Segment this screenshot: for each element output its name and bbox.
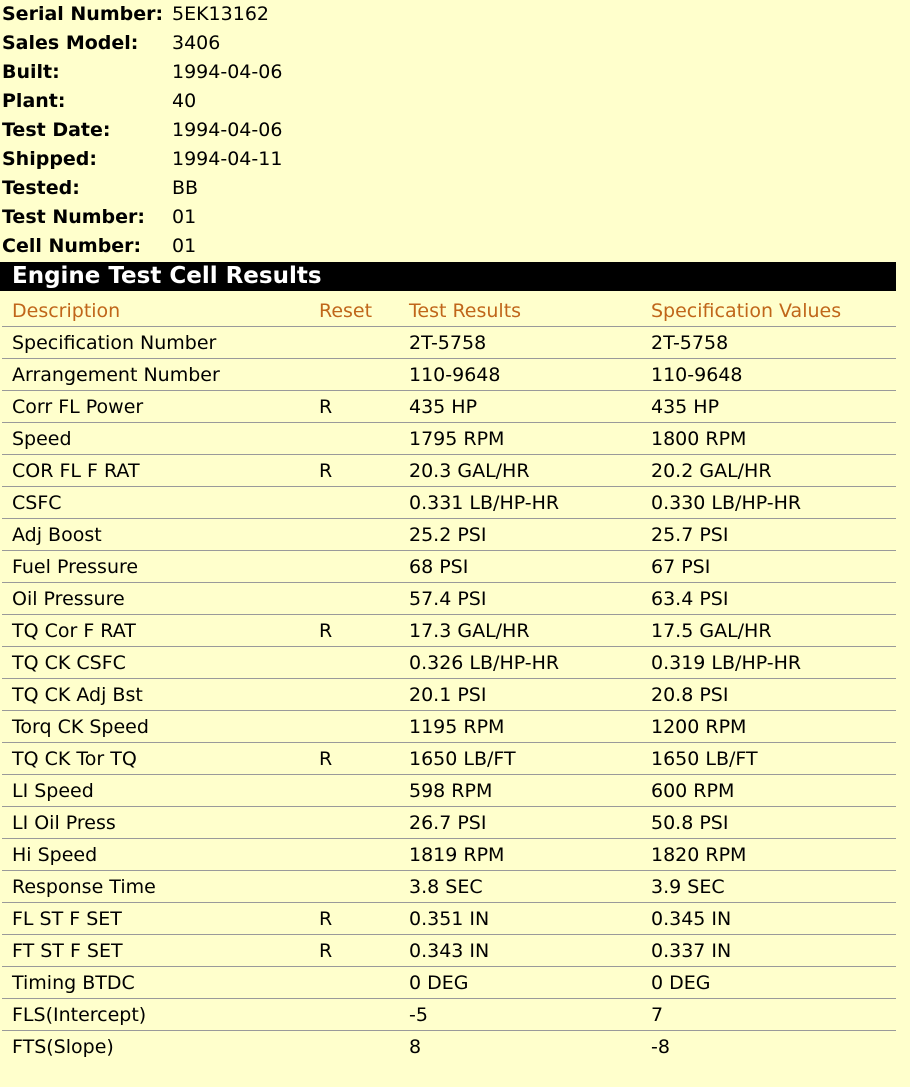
cell-test-result: 25.2 PSI bbox=[399, 519, 641, 551]
cell-reset bbox=[309, 711, 399, 743]
info-value: 1994-04-11 bbox=[172, 148, 283, 170]
cell-reset bbox=[309, 679, 399, 711]
cell-test-result: 3.8 SEC bbox=[399, 871, 641, 903]
cell-spec-value: 1200 RPM bbox=[641, 711, 896, 743]
cell-spec-value: 0 DEG bbox=[641, 967, 896, 999]
cell-description: TQ CK Adj Bst bbox=[2, 679, 309, 711]
cell-description: Fuel Pressure bbox=[2, 551, 309, 583]
table-row bbox=[2, 711, 896, 743]
header-specification-values: Specification Values bbox=[641, 295, 896, 327]
cell-reset bbox=[309, 359, 399, 391]
cell-spec-value: -8 bbox=[651, 1035, 670, 1058]
cell-test-result: 0.326 LB/HP-HR bbox=[399, 647, 641, 679]
table-body bbox=[2, 327, 896, 1063]
cell-test-result: 435 HP bbox=[399, 391, 641, 423]
cell-test-result: 1819 RPM bbox=[399, 839, 641, 871]
info-label: Built: bbox=[2, 61, 60, 83]
cell-spec-value: 435 HP bbox=[641, 391, 896, 423]
cell-spec-value: 0.337 IN bbox=[641, 935, 896, 967]
cell-reset: R bbox=[309, 743, 399, 775]
cell-test-result: 1195 RPM bbox=[399, 711, 641, 743]
cell-description: LI Oil Press bbox=[2, 807, 309, 839]
info-row-cell-number bbox=[2, 232, 197, 261]
table-row bbox=[2, 807, 896, 839]
table-row bbox=[2, 615, 896, 647]
table-row bbox=[2, 583, 896, 615]
info-label: Tested: bbox=[2, 177, 80, 199]
info-row-sales-model bbox=[2, 29, 221, 58]
info-row-test-number bbox=[2, 203, 197, 232]
cell-test-result: 110-9648 bbox=[399, 359, 641, 391]
cell-spec-value: 0.345 IN bbox=[641, 903, 896, 935]
table-row bbox=[2, 903, 896, 935]
cell-reset bbox=[309, 487, 399, 519]
info-value: 5EK13162 bbox=[172, 3, 269, 25]
cell-reset bbox=[309, 423, 399, 455]
engine-info-block bbox=[2, 0, 283, 261]
info-row-test-date bbox=[2, 116, 283, 145]
cell-test-result: 0.343 IN bbox=[399, 935, 641, 967]
cell-spec-value: 1820 RPM bbox=[641, 839, 896, 871]
table-row bbox=[2, 999, 896, 1031]
cell-test-result: 8 bbox=[409, 1035, 422, 1058]
cell-description: Speed bbox=[2, 423, 309, 455]
info-label: Cell Number: bbox=[2, 235, 142, 257]
info-row-plant bbox=[2, 87, 197, 116]
cell-test-result: 26.7 PSI bbox=[399, 807, 641, 839]
table-row bbox=[2, 551, 896, 583]
table-row bbox=[2, 1031, 896, 1063]
info-label: Test Date: bbox=[2, 119, 111, 141]
cell-description: Response Time bbox=[2, 871, 309, 903]
cell-reset bbox=[309, 1031, 399, 1063]
cell-reset: R bbox=[309, 455, 399, 487]
cell-description: Specification Number bbox=[2, 327, 309, 359]
cell-spec-value: 1650 LB/FT bbox=[641, 743, 896, 775]
info-label: Shipped: bbox=[2, 148, 98, 170]
cell-description: Torq CK Speed bbox=[2, 711, 309, 743]
info-value: 1994-04-06 bbox=[172, 119, 283, 141]
cell-description: TQ CK CSFC bbox=[2, 647, 309, 679]
cell-spec-value: 67 PSI bbox=[641, 551, 896, 583]
header-test-results: Test Results bbox=[399, 295, 641, 327]
cell-description: TQ CK Tor TQ bbox=[2, 743, 309, 775]
info-label: Test Number: bbox=[2, 206, 146, 228]
table-row bbox=[2, 519, 896, 551]
cell-spec-value: 3.9 SEC bbox=[641, 871, 896, 903]
cell-spec-value: 50.8 PSI bbox=[641, 807, 896, 839]
cell-description: Corr FL Power bbox=[2, 391, 309, 423]
table-row bbox=[2, 455, 896, 487]
table-row bbox=[2, 775, 896, 807]
info-value: 01 bbox=[172, 206, 197, 228]
cell-spec-value: 25.7 PSI bbox=[641, 519, 896, 551]
cell-test-result: 598 RPM bbox=[399, 775, 641, 807]
cell-description: TQ Cor F RAT bbox=[2, 615, 309, 647]
cell-spec-value: 20.8 PSI bbox=[641, 679, 896, 711]
info-value: 3406 bbox=[172, 32, 221, 54]
cell-test-result: 2T-5758 bbox=[399, 327, 641, 359]
cell-description: FL ST F SET bbox=[2, 903, 309, 935]
cell-spec-value: 2T-5758 bbox=[641, 327, 896, 359]
cell-description: COR FL F RAT bbox=[2, 455, 309, 487]
cell-description: LI Speed bbox=[2, 775, 309, 807]
cell-reset bbox=[309, 807, 399, 839]
cell-test-result: 0.351 IN bbox=[399, 903, 641, 935]
cell-spec-value: 20.2 GAL/HR bbox=[641, 455, 896, 487]
table-row bbox=[2, 679, 896, 711]
cell-spec-value: 17.5 GAL/HR bbox=[641, 615, 896, 647]
cell-test-result: 1795 RPM bbox=[399, 423, 641, 455]
cell-test-result: 20.1 PSI bbox=[399, 679, 641, 711]
cell-reset: R bbox=[309, 935, 399, 967]
info-row-tested bbox=[2, 174, 199, 203]
cell-reset bbox=[309, 647, 399, 679]
cell-description: CSFC bbox=[2, 487, 309, 519]
cell-test-result: 68 PSI bbox=[399, 551, 641, 583]
cell-test-result: 1650 LB/FT bbox=[399, 743, 641, 775]
info-value: 01 bbox=[172, 235, 197, 257]
cell-reset bbox=[309, 519, 399, 551]
table-row bbox=[2, 871, 896, 903]
cell-description: FTS(Slope) bbox=[12, 1035, 114, 1058]
cell-description: Oil Pressure bbox=[2, 583, 309, 615]
cell-description: FT ST F SET bbox=[2, 935, 309, 967]
info-label: Plant: bbox=[2, 90, 66, 112]
cell-reset: R bbox=[309, 903, 399, 935]
cell-reset bbox=[309, 775, 399, 807]
cell-spec-value: 1800 RPM bbox=[641, 423, 896, 455]
cell-description: Hi Speed bbox=[2, 839, 309, 871]
table-row bbox=[2, 359, 896, 391]
cell-spec-value: 0.330 LB/HP-HR bbox=[641, 487, 896, 519]
cell-reset: R bbox=[309, 615, 399, 647]
table-row bbox=[2, 935, 896, 967]
cell-test-result: 57.4 PSI bbox=[399, 583, 641, 615]
table-header-row bbox=[2, 295, 896, 327]
cell-reset bbox=[309, 327, 399, 359]
table-row bbox=[2, 327, 896, 359]
header-reset: Reset bbox=[309, 295, 399, 327]
cell-spec-value: 63.4 PSI bbox=[641, 583, 896, 615]
info-value: BB bbox=[172, 177, 199, 199]
table-row bbox=[2, 839, 896, 871]
info-row-shipped bbox=[2, 145, 283, 174]
cell-description: FLS(Intercept) bbox=[2, 999, 309, 1031]
cell-description: Timing BTDC bbox=[2, 967, 309, 999]
cell-spec-value: 0.319 LB/HP-HR bbox=[641, 647, 896, 679]
cell-description: Arrangement Number bbox=[2, 359, 309, 391]
cell-reset: R bbox=[309, 391, 399, 423]
cell-description: Adj Boost bbox=[2, 519, 309, 551]
info-label: Sales Model: bbox=[2, 32, 139, 54]
info-label: Serial Number: bbox=[2, 3, 164, 25]
table-row bbox=[2, 487, 896, 519]
cell-reset bbox=[309, 871, 399, 903]
header-description: Description bbox=[2, 295, 309, 327]
info-row-serial-number bbox=[2, 0, 269, 29]
cell-reset bbox=[309, 967, 399, 999]
cell-spec-value: 7 bbox=[641, 999, 896, 1031]
cell-test-result: 20.3 GAL/HR bbox=[399, 455, 641, 487]
cell-test-result: -5 bbox=[399, 999, 641, 1031]
table-row bbox=[2, 967, 896, 999]
cell-reset bbox=[309, 999, 399, 1031]
cell-test-result: 0 DEG bbox=[399, 967, 641, 999]
table-row bbox=[2, 743, 896, 775]
section-title-banner: Engine Test Cell Results bbox=[0, 262, 896, 291]
cell-test-result: 17.3 GAL/HR bbox=[399, 615, 641, 647]
test-results-table bbox=[2, 295, 896, 1062]
info-row-built bbox=[2, 58, 283, 87]
cell-reset bbox=[309, 839, 399, 871]
table-row bbox=[2, 647, 896, 679]
cell-reset bbox=[309, 583, 399, 615]
cell-spec-value: 110-9648 bbox=[641, 359, 896, 391]
cell-test-result: 0.331 LB/HP-HR bbox=[399, 487, 641, 519]
info-value: 40 bbox=[172, 90, 197, 112]
table-row bbox=[2, 423, 896, 455]
table-row bbox=[2, 391, 896, 423]
cell-reset bbox=[309, 551, 399, 583]
cell-spec-value: 600 RPM bbox=[641, 775, 896, 807]
info-value: 1994-04-06 bbox=[172, 61, 283, 83]
